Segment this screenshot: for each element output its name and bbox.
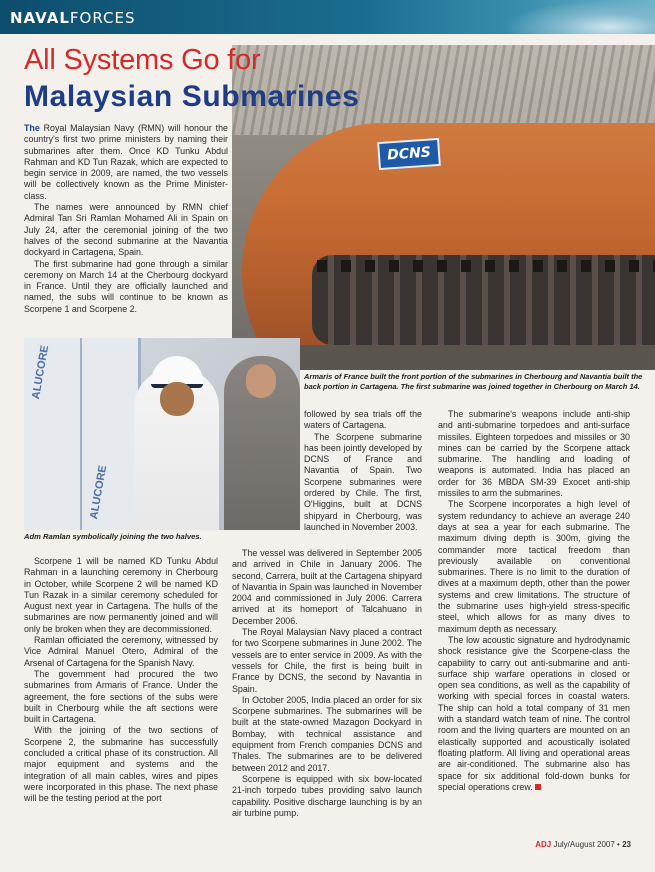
paragraph: The Royal Malaysian Navy placed a contract for two Scorpene submarines in June 2002. The vessels are to enter service in 2009. As with the vessels for Chile, the first is being built in France by DCNS, the second by Navantia in Spain. xyxy=(232,627,422,694)
paragraph: Scorpene 1 will be named KD Tunku Abdul Rahman in a launching ceremony in Cherbourg in October, while Scorpene 2 will be named KD Tun Razak in a similar ceremony scheduled for August next year in Cartagena. The hulls of the submarines are now permanently joined and will only be broken when they are decommissioned. xyxy=(24,556,218,634)
paragraph: followed by sea trials off the waters of Cartagena. xyxy=(304,409,422,431)
paragraph: The government had procured the two submarines from Armaris of France. Under the agreement, the fore sections of the subs were built in Cherbourg while the aft sections were built in Cartagena. xyxy=(24,668,218,725)
paragraph: The vessel was delivered in September 2005 and arrived in Chile in January 2006. The second, Carrera, built at the Cartagena shipyard of Navantia in Spain was launched in November 2004 and commissioned in July 2006. Carrera arrived at its homeport of Talcahuano in December 2006. xyxy=(232,548,422,626)
panel-text: ALUCORE xyxy=(88,464,110,521)
section-title-light: FORCES xyxy=(69,9,136,27)
paragraph xyxy=(438,635,630,793)
paragraph: With the joining of the two sections of Scorpene 2, the submarine has successfully concluded a critical phase of its construction. All major equipment and systems and the integration of all main cables, wires and pipes were incorporated in this phase. The next phase will be the testing period at the port xyxy=(24,725,218,804)
page-footer xyxy=(535,840,631,849)
body-column-2-bottom xyxy=(232,548,422,819)
paragraph: The Scorpene submarine has been jointly developed by DCNS of France and Navantia of Spain. Two Scorpene submarines were ordered by Chile. The first, O'Higgins, built at DCNS shipyard in Cherbourg, was launched in November 2003. xyxy=(304,431,422,532)
end-mark-icon xyxy=(535,784,541,790)
alucore-panel xyxy=(82,338,141,530)
headline-line2: Malaysian Submarines xyxy=(24,80,360,113)
body-column-2-top xyxy=(304,409,422,533)
body-column-1-top xyxy=(24,123,228,315)
caption-ceremony-photo: Adm Ramlan symbolically joining the two halves. xyxy=(24,532,202,541)
body-column-1-bottom xyxy=(24,556,218,805)
dcns-logo: DCNS xyxy=(377,138,441,170)
admiral-face xyxy=(160,382,194,416)
wave-graphic xyxy=(505,0,655,34)
section-header-band xyxy=(0,0,655,34)
section-title-bold: NAVAL xyxy=(10,9,70,27)
ceremony-photo xyxy=(24,338,300,530)
hull-ports xyxy=(317,260,655,272)
paragraph xyxy=(24,123,228,202)
issue-date: July/August 2007 xyxy=(553,840,615,849)
lead-word: The xyxy=(24,123,40,133)
headline-line1: All Systems Go for xyxy=(24,44,261,76)
paragraph: The first submarine had gone through a similar ceremony on March 14 at the Cherbourg dockyard in France. Until they are officially launched and named, the subs will continue to be known as Scorpene 1 and Scorpene 2. xyxy=(24,258,228,314)
paragraph: Scorpene is equipped with six bow-located 21-inch torpedo tubes providing salvo launch capability. Positive discharge launching is by an air turbine pump. xyxy=(232,773,422,818)
panel-text: ALUCORE xyxy=(30,344,52,401)
footer-separator: • xyxy=(617,840,620,849)
paragraph: The names were announced by RMN chief Admiral Tan Sri Ramlan Mohamed Ali in Spain on July 24, after the ceremonial joining of the two halves of the second submarine at the Navantia dockyard in Cartagena, Spain. xyxy=(24,202,228,258)
page-number: 23 xyxy=(622,840,631,849)
paragraph: The submarine's weapons include anti-ship and anti-submarine torpedoes and anti-surface missiles. Eighteen torpedoes and missiles or 30 mines can be carried by the Scorpene attack submarine. The handling and loading of weapons is automated. India has placed an order for 36 MBDA SM-39 Exocet anti-ship missiles to arm the submarines. xyxy=(438,409,630,499)
caption-main-photo: Armaris of France built the front portion of the submarines in Cherbourg and Navantia built the back portion in Cartagena. The first submarine was joined together in Cherbourg on March 14. xyxy=(304,372,643,391)
paragraph-text: Royal Malaysian Navy (RMN) will honour the country's first two prime ministers by naming their submarines after them. Once KD Tunku Abdul Rahman and KD Tun Razak, which are expected to begin service in 2009, are named, the two vessels will be collectively known as the Prime Minister-class. xyxy=(24,123,228,201)
paragraph: Ramlan officiated the ceremony, witnessed by Vice Admiral Manuel Otero, Admiral of the Arsenal of Cartagena for the Spanish Navy. xyxy=(24,635,218,668)
section-title xyxy=(10,9,136,27)
paragraph: The Scorpene incorporates a high level of system redundancy to achieve an average 240 days at sea a year for each submarine. The maximum diving depth is 300m, giving the commander more tactical freedom than previously available on conventional submarines. There is no limit to the duration of dives at a maximum depth, other than the power systems and crew limitations. The structure of the submarine uses high-yield stress-specific steel, which allows for as many dives to maximum depth as necessary. xyxy=(438,499,630,634)
magazine-brand: ADJ xyxy=(535,840,552,849)
man-face xyxy=(246,364,276,398)
alucore-panel xyxy=(24,338,83,530)
paragraph: In October 2005, India placed an order for six Scorpene submarines. The submarines will be built at the state-owned Mazagon Dockyard in Bombay, with technical assistance and equipment from French companies DCNS and Thales. The submarines are to be delivered between 2012 and 2017. xyxy=(232,694,422,773)
paragraph-text: The low acoustic signature and hydrodynamic shock resistance give the Scorpene-class the capability to carry out anti-submarine and anti-surface ship warfare operations in closed or open sea conditions, as well as the capability of working with special forces in coastal waters. The ship can hold a total company of 31 men with a standard watch team of nine. The control room and the living quarters are mounted on an elastically supported and acoustically isolated floating platform. All living and operational areas are air-conditioned. The submarine also has space for six additional fold-down bunks for special operations crew. xyxy=(438,634,630,792)
body-column-3 xyxy=(438,409,630,793)
